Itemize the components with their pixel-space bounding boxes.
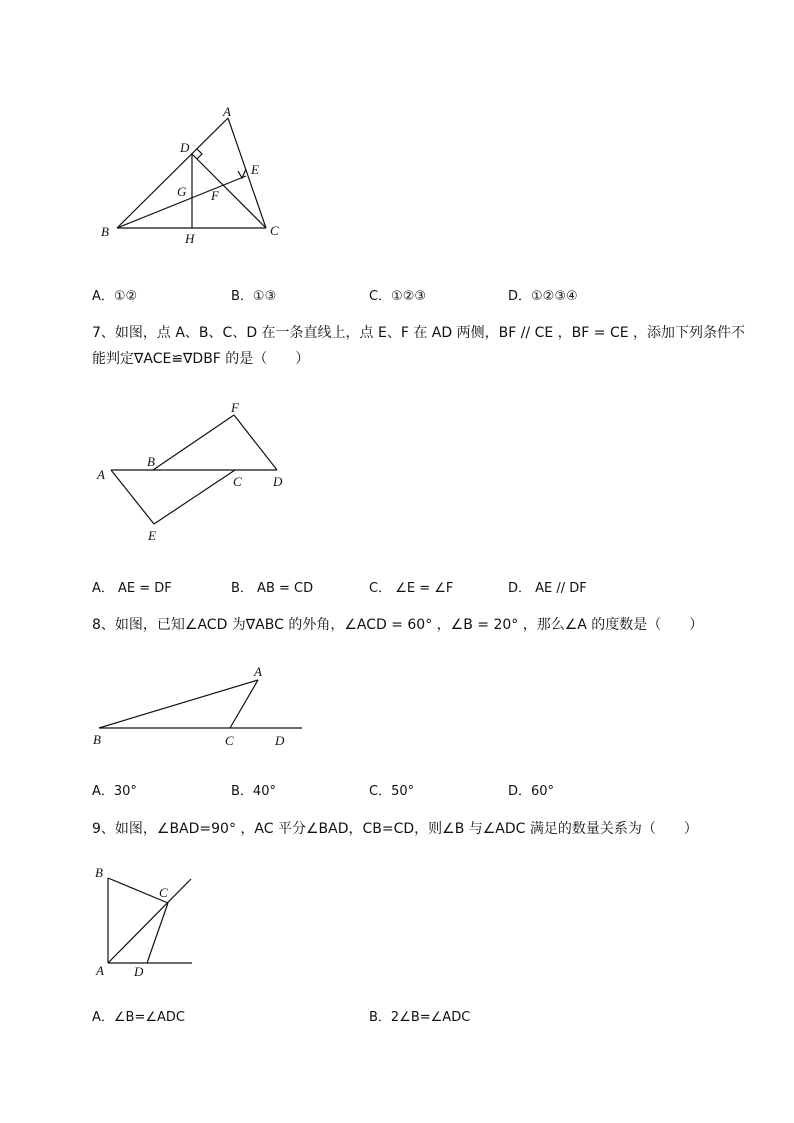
label-c: C [233,474,242,489]
q9-option-a[interactable]: A．∠B=∠ADC [92,1010,185,1025]
q6-option-a[interactable]: A．①② [92,289,138,304]
q8-option-d[interactable]: D．60° [508,784,555,799]
q6-option-d[interactable]: D．①②③④ [508,289,578,304]
label-g: G [177,184,187,199]
q7-text-line2: 能判定∇ACE≌∇DBF 的是（ ） [92,351,310,367]
label-f: F [231,400,239,415]
q7-option-b[interactable]: B． AB = CD [231,581,314,596]
label-a: A [223,104,231,119]
q8-option-b[interactable]: B．40° [231,784,276,799]
label-c: C [225,733,234,748]
label-a: A [97,467,105,482]
q9-text-line1: 9、如图，∠BAD=90° ，AC 平分∠BAD，CB=CD，则∠B 与∠ADC 满足的数量关系为（ ） [92,821,698,837]
q6-option-b[interactable]: B．①③ [231,289,277,304]
segment-ac-ray [108,879,191,963]
q7-option-d[interactable]: D． AE // DF [508,581,587,596]
label-d: D [275,733,285,748]
q7-option-a[interactable]: A． AE = DF [92,581,172,596]
label-h: H [185,231,195,246]
label-a: A [254,664,262,679]
label-f: F [211,188,219,203]
q7-option-c[interactable]: C． ∠E = ∠F [369,581,454,596]
q6-option-c[interactable]: C．①②③ [369,289,427,304]
label-c: C [270,223,279,238]
label-a: A [96,963,104,978]
label-c: C [159,885,168,900]
label-e: E [251,162,259,177]
label-b: B [95,865,103,880]
q9-option-b[interactable]: B．2∠B=∠ADC [369,1010,471,1025]
segment-cd [147,903,168,963]
q7-text-line1: 7、如图，点 A、B、C、D 在一条直线上，点 E、F 在 AD 两侧，BF // CE ，BF = CE ，添加下列条件不 [92,325,746,341]
label-d: D [134,964,144,979]
q8-option-a[interactable]: A．30° [92,784,137,799]
label-b: B [101,224,109,239]
q8-text-line1: 8、如图，已知∠ACD 为∇ABC 的外角，∠ACD = 60° ，∠B = 20° ，那么∠A 的度数是（ ） [92,617,704,633]
label-b: B [147,454,155,469]
q8-option-c[interactable]: C．50° [369,784,415,799]
label-e: E [148,528,156,543]
label-d: D [273,474,283,489]
label-b: B [93,732,101,747]
label-d: D [180,140,190,155]
